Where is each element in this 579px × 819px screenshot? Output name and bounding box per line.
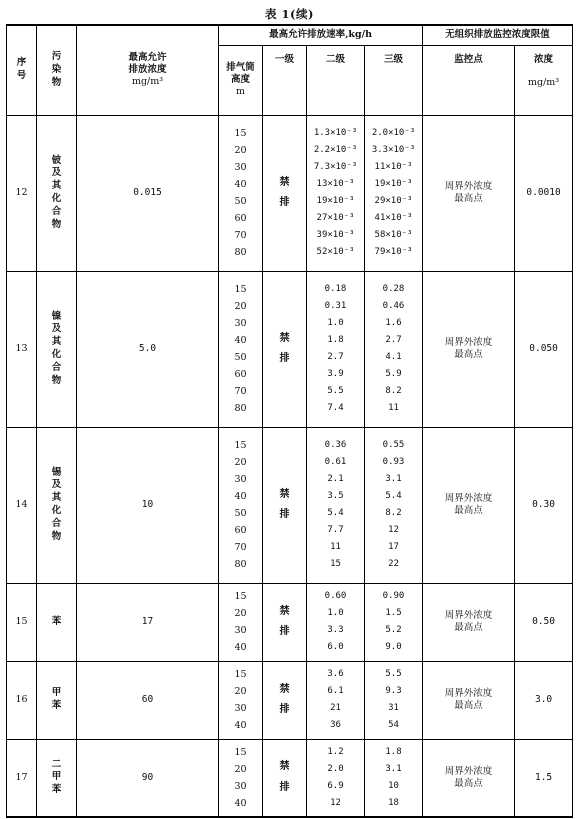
ban-char: 排	[279, 197, 290, 208]
ban-char: 禁	[279, 683, 290, 695]
heights-value: 60	[234, 525, 247, 536]
level3-value: 17	[388, 542, 399, 552]
heights-value: 50	[234, 352, 247, 363]
table-row	[7, 271, 573, 427]
row-monitor-point: 周界外浓度 最高点	[423, 661, 515, 739]
level2-value: 1.2	[327, 746, 344, 757]
row-seq: 15	[7, 583, 37, 661]
level3-value: 12	[388, 525, 399, 535]
heights-value: 50	[234, 508, 247, 519]
row-pollutant: 苯	[37, 583, 77, 661]
level3-value: 41×10⁻³	[374, 213, 413, 223]
table-row	[7, 739, 573, 817]
table-caption: 表 1(续)	[265, 7, 314, 21]
level2-value: 6.0	[327, 642, 344, 652]
level2-value: 12	[330, 797, 341, 808]
ban-char: 排	[279, 704, 290, 715]
row-seq: 12	[7, 115, 37, 271]
level3-value: 5.5	[385, 669, 402, 679]
level3-value: 29×10⁻³	[374, 196, 413, 206]
level2-value: 27×10⁻³	[316, 213, 355, 223]
row-seq: 14	[7, 427, 37, 583]
row-max-concentration: 5.0	[77, 271, 219, 427]
row-level3-rates	[365, 739, 423, 817]
row-fugitive-limit: 3.0	[515, 661, 573, 739]
level2-value: 39×10⁻³	[316, 230, 355, 240]
heights-value: 80	[234, 403, 247, 414]
heights-value: 30	[234, 162, 247, 173]
heights-value: 70	[234, 386, 247, 397]
heights-value: 40	[234, 335, 247, 346]
ban-char: 排	[279, 626, 290, 637]
level2-value: 7.4	[327, 403, 344, 413]
heights-value: 15	[234, 591, 247, 602]
heights-value: 20	[234, 763, 247, 775]
row-stack-heights	[219, 739, 263, 817]
table-row	[7, 583, 573, 661]
level3-value: 1.5	[385, 608, 402, 618]
header-level1: 一级	[263, 45, 307, 115]
header-max-concentration: 最高允许 排放浓度 mg/m³	[77, 25, 219, 115]
heights-value: 40	[234, 491, 247, 502]
level3-value: 0.93	[382, 457, 405, 467]
heights-value: 40	[234, 179, 247, 190]
level3-value: 0.90	[382, 591, 405, 601]
heights-value: 15	[234, 128, 247, 139]
level2-value: 6.9	[327, 780, 344, 791]
level3-value: 54	[388, 720, 399, 730]
row-level1	[263, 115, 307, 271]
row-level2-rates	[307, 583, 365, 661]
level3-value: 11×10⁻³	[374, 162, 413, 172]
row-fugitive-limit: 0.050	[515, 271, 573, 427]
heights-value: 70	[234, 542, 247, 553]
row-pollutant: 二甲苯	[37, 739, 77, 817]
level2-value: 36	[330, 720, 341, 730]
row-monitor-point: 周界外浓度 最高点	[423, 271, 515, 427]
level2-value: 3.9	[327, 369, 344, 379]
row-monitor-point: 周界外浓度 最高点	[423, 739, 515, 817]
row-fugitive-limit: 0.30	[515, 427, 573, 583]
emission-standards-table	[6, 24, 573, 818]
level2-value: 2.0	[327, 763, 344, 774]
level3-value: 3.1	[385, 474, 402, 484]
heights-value: 70	[234, 230, 247, 241]
row-monitor-point: 周界外浓度 最高点	[423, 427, 515, 583]
header-level3: 三级	[365, 45, 423, 115]
heights-value: 15	[234, 440, 247, 451]
heights-value: 40	[234, 720, 247, 731]
ban-char: 禁	[279, 761, 290, 773]
ban-char: 禁	[279, 176, 290, 188]
row-fugitive-limit: 1.5	[515, 739, 573, 817]
heights-value: 40	[234, 797, 247, 809]
level2-value: 52×10⁻³	[316, 247, 355, 257]
heights-value: 20	[234, 608, 247, 619]
heights-value: 30	[234, 780, 247, 792]
level2-value: 1.0	[327, 318, 344, 328]
heights-value: 15	[234, 284, 247, 295]
level2-value: 5.4	[327, 508, 344, 518]
level2-value: 3.3	[327, 625, 344, 635]
row-level3-rates	[365, 271, 423, 427]
heights-value: 30	[234, 703, 247, 714]
heights-value: 60	[234, 369, 247, 380]
row-fugitive-limit: 0.50	[515, 583, 573, 661]
level3-value: 0.28	[382, 284, 405, 294]
heights-value: 60	[234, 213, 247, 224]
ban-char: 禁	[279, 488, 290, 500]
level2-value: 0.18	[324, 284, 347, 294]
table-body	[7, 115, 573, 817]
level2-value: 7.7	[327, 525, 344, 535]
heights-value: 30	[234, 625, 247, 636]
row-pollutant: 甲苯	[37, 661, 77, 739]
level3-value: 9.0	[385, 642, 402, 652]
ban-char: 禁	[279, 332, 290, 344]
level3-value: 8.2	[385, 386, 402, 396]
header-stack-height: 排气筒 高度 m	[219, 45, 263, 115]
table-row	[7, 661, 573, 739]
row-level3-rates	[365, 115, 423, 271]
row-level2-rates	[307, 115, 365, 271]
level2-value: 7.3×10⁻³	[313, 162, 358, 172]
heights-value: 15	[234, 746, 247, 758]
level3-value: 3.3×10⁻³	[371, 145, 416, 155]
row-level1	[263, 271, 307, 427]
header-level2: 二级	[307, 45, 365, 115]
level3-value: 1.6	[385, 318, 402, 328]
row-stack-heights	[219, 427, 263, 583]
row-seq: 17	[7, 739, 37, 817]
level3-value: 8.2	[385, 508, 402, 518]
row-pollutant: 镍及其化合物	[37, 271, 77, 427]
row-monitor-point: 周界外浓度 最高点	[423, 583, 515, 661]
heights-value: 80	[234, 559, 247, 570]
level3-value: 9.3	[385, 686, 402, 696]
row-seq: 16	[7, 661, 37, 739]
level2-value: 1.0	[327, 608, 344, 618]
row-stack-heights	[219, 115, 263, 271]
level2-value: 2.2×10⁻³	[313, 145, 358, 155]
row-stack-heights	[219, 661, 263, 739]
level3-value: 58×10⁻³	[374, 230, 413, 240]
level3-value: 5.9	[385, 369, 402, 379]
row-pollutant: 锡及其化合物	[37, 427, 77, 583]
level3-value: 0.46	[382, 301, 405, 311]
row-max-concentration: 10	[77, 427, 219, 583]
level2-value: 0.61	[324, 457, 347, 467]
heights-value: 30	[234, 318, 247, 329]
level2-value: 13×10⁻³	[316, 179, 355, 189]
level3-value: 31	[388, 703, 399, 713]
level3-value: 0.55	[382, 440, 405, 450]
row-level1	[263, 739, 307, 817]
row-pollutant: 铍及其化合物	[37, 115, 77, 271]
level3-value: 11	[388, 403, 399, 413]
heights-value: 15	[234, 669, 247, 680]
table-header	[7, 25, 573, 115]
level3-value: 19×10⁻³	[374, 179, 413, 189]
header-seq: 序号	[7, 25, 37, 115]
heights-value: 40	[234, 642, 247, 653]
row-level2-rates	[307, 427, 365, 583]
header-monitor-point: 监控点	[423, 45, 515, 115]
heights-value: 80	[234, 247, 247, 258]
level2-value: 1.8	[327, 335, 344, 345]
table-row	[7, 115, 573, 271]
heights-value: 20	[234, 686, 247, 697]
level2-value: 2.7	[327, 352, 344, 362]
row-max-concentration: 60	[77, 661, 219, 739]
row-stack-heights	[219, 271, 263, 427]
level3-value: 79×10⁻³	[374, 247, 413, 257]
level2-value: 0.31	[324, 301, 347, 311]
row-level1	[263, 427, 307, 583]
level3-value: 3.1	[385, 763, 402, 774]
row-max-concentration: 0.015	[77, 115, 219, 271]
level3-value: 5.2	[385, 625, 402, 635]
row-level3-rates	[365, 661, 423, 739]
ban-char: 排	[279, 353, 290, 364]
header-max-rate: 最高允许排放速率,kg/h	[219, 25, 423, 45]
row-monitor-point: 周界外浓度 最高点	[423, 115, 515, 271]
level2-value: 21	[330, 703, 341, 713]
level2-value: 0.60	[324, 591, 347, 601]
level2-value: 19×10⁻³	[316, 196, 355, 206]
heights-value: 20	[234, 457, 247, 468]
level2-value: 5.5	[327, 386, 344, 396]
level2-value: 1.3×10⁻³	[313, 128, 358, 138]
row-level2-rates	[307, 739, 365, 817]
heights-value: 50	[234, 196, 247, 207]
header-fugitive-limit: 无组织排放监控浓度限值	[423, 25, 573, 45]
header-pollutant: 污染物	[37, 25, 77, 115]
level3-value: 2.0×10⁻³	[371, 128, 416, 138]
heights-value: 20	[234, 145, 247, 156]
table-row	[7, 427, 573, 583]
row-level1	[263, 583, 307, 661]
level3-value: 4.1	[385, 352, 402, 362]
row-max-concentration: 90	[77, 739, 219, 817]
level2-value: 3.6	[327, 669, 344, 679]
level3-value: 10	[388, 780, 399, 791]
level2-value: 0.36	[324, 440, 347, 450]
level3-value: 1.8	[385, 746, 402, 757]
level2-value: 6.1	[327, 686, 344, 696]
ban-char: 排	[279, 509, 290, 520]
row-max-concentration: 17	[77, 583, 219, 661]
level3-value: 22	[388, 559, 399, 569]
row-level3-rates	[365, 427, 423, 583]
ban-char: 排	[279, 781, 290, 793]
level2-value: 11	[330, 542, 341, 552]
row-level2-rates	[307, 271, 365, 427]
level3-value: 2.7	[385, 335, 402, 345]
heights-value: 30	[234, 474, 247, 485]
header-fugitive-concentration: 浓度 mg/m³	[515, 45, 573, 115]
row-level3-rates	[365, 583, 423, 661]
level3-value: 5.4	[385, 491, 402, 501]
heights-value: 20	[234, 301, 247, 312]
row-seq: 13	[7, 271, 37, 427]
row-stack-heights	[219, 583, 263, 661]
row-level2-rates	[307, 661, 365, 739]
level2-value: 15	[330, 559, 341, 569]
level3-value: 18	[388, 797, 399, 808]
level2-value: 2.1	[327, 474, 344, 484]
level2-value: 3.5	[327, 491, 344, 501]
row-fugitive-limit: 0.0010	[515, 115, 573, 271]
row-level1	[263, 661, 307, 739]
ban-char: 禁	[279, 605, 290, 617]
